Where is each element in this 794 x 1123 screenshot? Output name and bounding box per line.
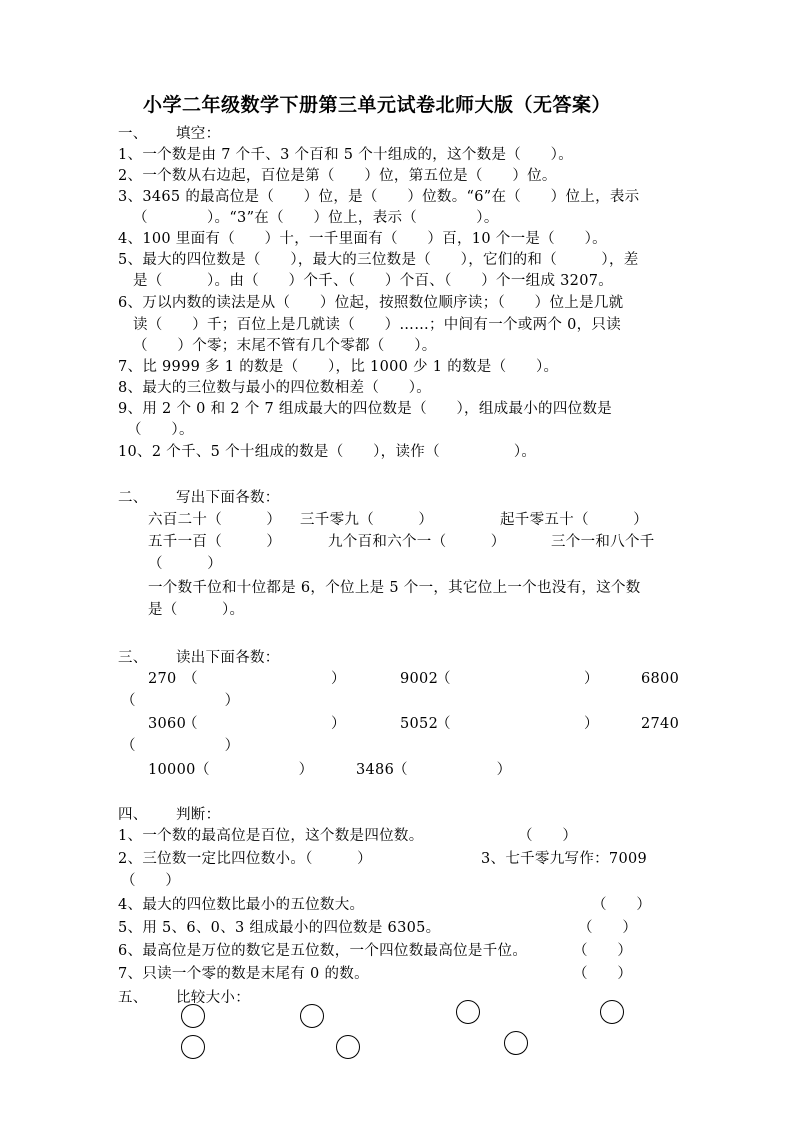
judge-line: 5、用 5、6、0、3 组成最小的四位数是 6305。: [118, 920, 441, 936]
question-line: 8、最大的三位数与最小的四位数相差（ ）。: [118, 380, 432, 396]
write-number-item: 三千零九（ ）: [300, 512, 434, 528]
read-number: 5052: [400, 716, 439, 732]
write-number-item: 是（ ）。: [148, 602, 245, 618]
question-line: 4、100 里面有（ ）十，一千里面有（ ）百，10 个一是（ ）。: [118, 231, 607, 247]
read-number: 270: [148, 671, 177, 687]
judge-blank: （ ）: [573, 966, 633, 982]
section3-heading: 读出下面各数：: [176, 650, 280, 666]
question-line: 7、比 9999 多 1 的数是（ ），比 1000 少 1 的数是（ ）。: [118, 359, 559, 375]
judge-line: 1、一个数的最高位是百位，这个数是四位数。: [118, 828, 424, 844]
read-number: 10000: [148, 762, 196, 778]
section2-heading: 写出下面各数：: [176, 490, 280, 506]
read-number: 2740: [641, 716, 680, 732]
section5-number: 五、: [118, 990, 148, 1006]
write-number-item: 三个一和八个千: [551, 534, 655, 550]
compare-circle-1[interactable]: [181, 1004, 205, 1028]
write-number-item: 起千零五十（ ）: [500, 512, 648, 528]
compare-circle-3[interactable]: [456, 1000, 480, 1024]
question-line: 读（ ）千；百位上是几就读（ ）……；中间有一个或两个 0，只读: [133, 317, 622, 333]
judge-line: 3、七千零九写作：7009: [481, 851, 648, 867]
write-number-item: 一个数千位和十位都是 6，个位上是 5 个一，其它位上一个也没有，这个数: [148, 580, 641, 596]
section1-number: 一、: [118, 126, 148, 142]
read-number-blank: （ ）: [183, 671, 346, 687]
read-number-blank: （ ）: [393, 762, 512, 778]
section4-heading: 判断：: [176, 807, 221, 823]
judge-blank: （ ）: [573, 943, 633, 959]
read-number-blank: （ ）: [195, 762, 314, 778]
judge-blank: （ ）: [592, 897, 652, 913]
read-number: 6800: [641, 671, 680, 687]
judge-line: 4、最大的四位数比最小的五位数大。: [118, 897, 365, 913]
question-line: （ ）。: [127, 422, 194, 438]
write-number-item: 六百二十（ ）: [148, 512, 282, 528]
judge-line: 7、只读一个零的数是末尾有 0 的数。: [118, 966, 369, 982]
section4-number: 四、: [118, 807, 148, 823]
question-line: 5、最大的四位数是（ ），最大的三位数是（ ），它们的和（ ），差: [118, 252, 639, 268]
read-number-blank: （ ）: [436, 716, 599, 732]
judge-blank: （ ）: [518, 828, 578, 844]
compare-circle-2[interactable]: [300, 1004, 324, 1028]
question-line: 10、2 个千、5 个十组成的数是（ ），读作（ ）。: [118, 444, 537, 460]
write-number-item: 九个百和六个一（ ）: [328, 534, 506, 550]
section1-heading: 填空：: [176, 126, 221, 142]
question-line: （ ）。“3”在（ ）位上，表示（ ）。: [133, 210, 499, 226]
question-line: （ ）个零；末尾不管有几个零都（ ）。: [133, 338, 437, 354]
question-line: 2、一个数从右边起，百位是第（ ）位，第五位是（ ）位。: [118, 168, 557, 184]
question-line: 1、一个数是由 7 个千、3 个百和 5 个十组成的，这个数是（ ）。: [118, 147, 573, 163]
section5-heading: 比较大小：: [176, 990, 250, 1006]
question-line: 3、3465 的最高位是（ ）位，是（ ）位数。“6”在（ ）位上，表示: [118, 189, 640, 205]
write-number-item: 五千一百（ ）: [148, 534, 282, 550]
section3-number: 三、: [118, 650, 148, 666]
compare-circle-6[interactable]: [336, 1035, 360, 1059]
read-number-blank: （ ）: [121, 693, 240, 709]
compare-circle-7[interactable]: [504, 1031, 528, 1055]
question-line: 6、万以内数的读法是从（ ）位起，按照数位顺序读；（ ）位上是几就: [118, 295, 624, 311]
compare-circle-4[interactable]: [600, 1000, 624, 1024]
question-line: 是（ ）。由（ ）个千、（ ）个百、（ ）个一组成 3207。: [133, 273, 614, 289]
judge-blank: （ ）: [578, 920, 638, 936]
read-number-blank: （ ）: [183, 716, 346, 732]
write-number-item: （ ）: [148, 556, 222, 572]
read-number: 3486: [356, 762, 395, 778]
section2-number: 二、: [118, 490, 148, 506]
judge-line: 6、最高位是万位的数它是五位数，一个四位数最高位是千位。: [118, 943, 528, 959]
judge-blank: （ ）: [121, 873, 181, 889]
read-number: 9002: [400, 671, 439, 687]
read-number: 3060: [148, 716, 187, 732]
read-number-blank: （ ）: [436, 671, 599, 687]
page-title: 小学二年级数学下册第三单元试卷北师大版（无答案）: [143, 94, 612, 116]
read-number-blank: （ ）: [121, 738, 240, 754]
compare-circle-5[interactable]: [181, 1035, 205, 1059]
judge-line: 2、三位数一定比四位数小。（ ）: [118, 851, 372, 867]
question-line: 9、用 2 个 0 和 2 个 7 组成最大的四位数是（ ），组成最小的四位数是: [118, 401, 613, 417]
